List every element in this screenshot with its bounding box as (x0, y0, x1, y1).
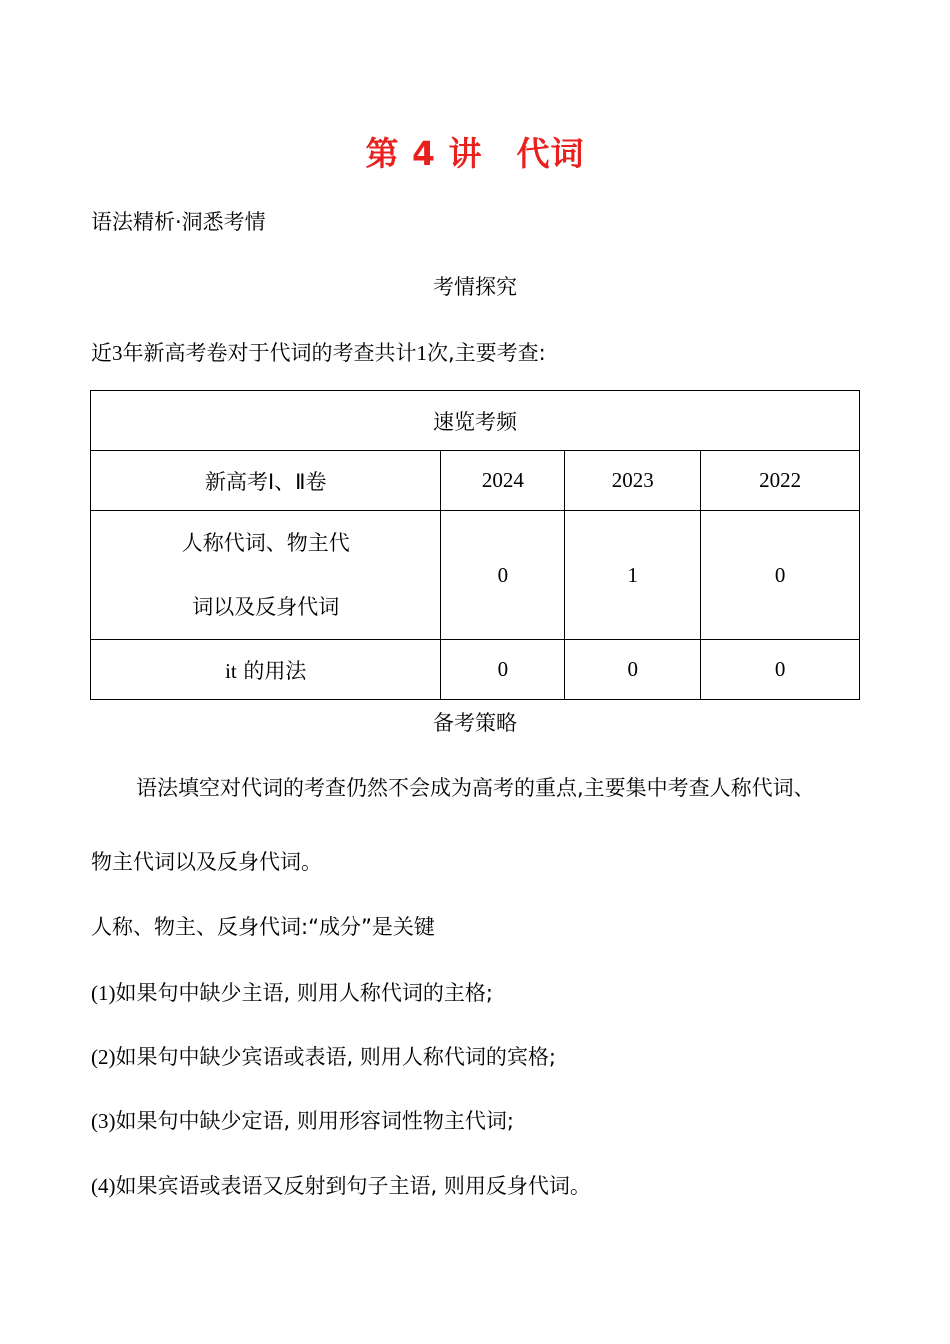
table-header-row (91, 451, 860, 511)
strategy-line-1: 语法填空对代词的考查仍然不会成为高考的重点,主要集中考查人称代词、 (136, 776, 815, 800)
table-row-label-line: 人称代词、物主代 (181, 531, 350, 555)
table-row (91, 640, 860, 700)
section-heading: 语法精析·洞悉考情 (91, 210, 266, 234)
table-cell-value: 1 (565, 511, 701, 640)
rule-text: 如果宾语或表语又反射到句子主语, 则用反身代词。 (115, 1174, 591, 1198)
table-cell-value: 0 (701, 511, 860, 640)
rule-item (91, 978, 493, 1008)
rule-item (91, 1106, 514, 1136)
rule-item (91, 1042, 556, 1072)
strategy-line-2: 物主代词以及反身代词。 (91, 850, 322, 874)
sub-heading-exam-analysis: 考情探究 (433, 275, 517, 299)
table-cell-value: 0 (565, 640, 701, 700)
table-row-label-suffix: 的用法 (243, 658, 307, 683)
rule-text: 如果句中缺少定语, 则用形容词性物主代词; (115, 1109, 514, 1133)
rule-text: 如果句中缺少主语, 则用人称代词的主格; (115, 981, 493, 1005)
rule-number: (2) (91, 1045, 116, 1069)
table-header-year: 2022 (701, 451, 860, 511)
table-header-label: 新高考Ⅰ、Ⅱ卷 (91, 451, 441, 511)
frequency-table (90, 390, 860, 700)
table-cell-value: 0 (441, 640, 565, 700)
table-row (91, 511, 860, 640)
table-caption: 速览考频 (91, 391, 860, 451)
table-header-year: 2023 (565, 451, 701, 511)
intro-suffix: 次,主要考查: (427, 341, 546, 365)
intro-mid: 年新高考卷对于代词的考查共计 (122, 341, 417, 365)
intro-count: 1 (416, 341, 427, 365)
rule-item (91, 1171, 591, 1201)
intro-prefix: 近 (91, 341, 112, 365)
rule-text: 如果句中缺少宾语或表语, 则用人称代词的宾格; (115, 1045, 556, 1069)
key-heading: 人称、物主、反身代词:“成分”是关键 (91, 915, 435, 939)
sub-heading-strategy: 备考策略 (433, 711, 517, 735)
table-row-label (91, 511, 441, 640)
table-cell-value: 0 (701, 640, 860, 700)
intro-paragraph (91, 338, 546, 368)
table-cell-value: 0 (441, 511, 565, 640)
table-header-year: 2024 (441, 451, 565, 511)
rule-number: (4) (91, 1174, 116, 1198)
page-title: 第 4 讲 代词 (365, 134, 585, 173)
table-row-label-it: it (225, 658, 237, 683)
rule-number: (3) (91, 1109, 116, 1133)
rule-number: (1) (91, 981, 116, 1005)
intro-years: 3 (112, 341, 123, 365)
table-row-label (91, 640, 441, 700)
table-caption-row (91, 391, 860, 451)
table-row-label-line: 词以及反身代词 (192, 595, 340, 619)
